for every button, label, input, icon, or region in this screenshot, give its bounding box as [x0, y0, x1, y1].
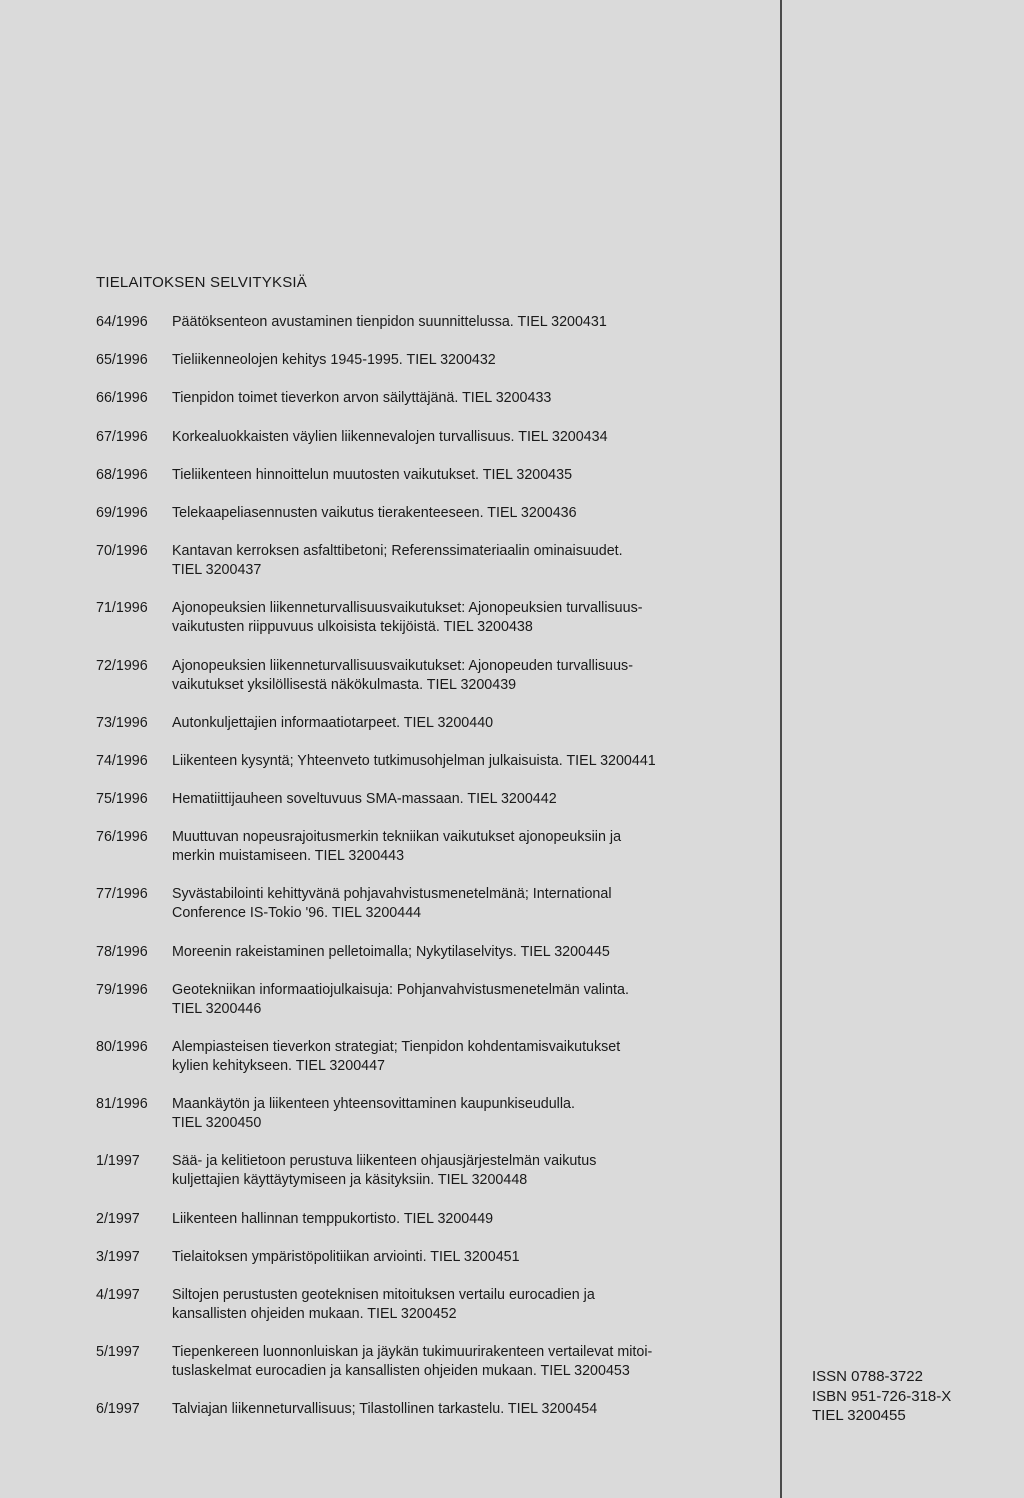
publication-number: 70/1996 — [96, 543, 148, 560]
publication-number: 1/1997 — [96, 1153, 140, 1170]
publication-title: Telekaapeliasennusten vaikutus tierakenteeseen. TIEL 3200436 — [172, 504, 577, 521]
publication-number: 74/1996 — [96, 752, 148, 769]
publication-number: 68/1996 — [96, 466, 148, 483]
publication-number: 5/1997 — [96, 1344, 140, 1361]
publication-number: 66/1996 — [96, 390, 148, 407]
publication-title: Autonkuljettajien informaatiotarpeet. TIEL 3200440 — [172, 714, 494, 731]
list-item — [96, 428, 736, 447]
publication-number: 75/1996 — [96, 791, 148, 808]
publication-title: Maankäytön ja liikenteen yhteensovittaminen kaupunkiseudulla. TIEL 3200450 — [172, 1096, 575, 1132]
publication-number: 6/1997 — [96, 1401, 140, 1418]
list-item — [96, 466, 736, 485]
publication-number: 4/1997 — [96, 1286, 140, 1303]
publication-number: 76/1996 — [96, 829, 148, 846]
publication-title: Talviajan liikenneturvallisuus; Tilastollinen tarkastelu. TIEL 3200454 — [172, 1401, 598, 1418]
list-item — [96, 542, 736, 580]
series-title: TIELAITOKSEN SELVITYKSIÄ — [96, 274, 307, 291]
issn-number: ISSN 0788-3722 — [812, 1368, 923, 1385]
publication-number: 67/1996 — [96, 428, 148, 445]
publication-number: 69/1996 — [96, 504, 148, 521]
publication-title: Liikenteen hallinnan temppukortisto. TIEL 3200449 — [172, 1210, 494, 1227]
list-item — [96, 1248, 736, 1267]
list-item — [96, 657, 736, 695]
publication-title: Kantavan kerroksen asfalttibetoni; Referenssimateriaalin ominaisuudet. TIEL 3200437 — [172, 543, 623, 579]
publication-title: Korkealuokkaisten väylien liikennevalojen turvallisuus. TIEL 3200434 — [172, 428, 608, 445]
list-item — [96, 1152, 736, 1190]
list-item — [96, 981, 736, 1019]
publication-title: Tiepenkereen luonnonluiskan ja jäykän tukimuurirakenteen vertailevat mitoi- tuslaskelmat eurocadien ja kansallisten ohjeiden mukaan. TIEL 3200453 — [172, 1344, 653, 1380]
publication-title: Päätöksenteon avustaminen tienpidon suunnittelussa. TIEL 3200431 — [172, 314, 607, 330]
publication-title: Tieliikenneolojen kehitys 1945-1995. TIEL 3200432 — [172, 352, 496, 369]
publication-title: Tielaitoksen ympäristöpolitiikan arviointi. TIEL 3200451 — [172, 1248, 520, 1265]
publication-title: Tieliikenteen hinnoittelun muutosten vaikutukset. TIEL 3200435 — [172, 466, 573, 483]
list-item — [96, 1286, 736, 1324]
publication-title: Sää- ja kelitietoon perustuva liikenteen ohjausjärjestelmän vaikutus kuljettajien käyttäytymiseen ja käsityksiin. TIEL 3200448 — [172, 1153, 597, 1189]
publication-title: Ajonopeuksien liikenneturvallisuusvaikutukset: Ajonopeuden turvallisuus- vaikutukset yksilöllisestä näkökulmasta. TIEL 3200439 — [172, 657, 633, 693]
isbn-number: ISBN 951-726-318-X — [812, 1387, 952, 1405]
list-item — [96, 790, 736, 809]
publication-list — [96, 313, 736, 1439]
publication-number: 2/1997 — [96, 1210, 140, 1227]
publication-number: 78/1996 — [96, 943, 148, 960]
list-item — [96, 1210, 736, 1229]
publication-number: 3/1997 — [96, 1248, 140, 1265]
publication-number: 71/1996 — [96, 600, 148, 617]
publication-title: Siltojen perustusten geoteknisen mitoituksen vertailu eurocadien ja kansallisten ohjeiden mukaan. TIEL 3200452 — [172, 1286, 595, 1322]
publication-number: 80/1996 — [96, 1039, 148, 1055]
list-item — [96, 313, 736, 332]
publication-title: Muuttuvan nopeusrajoitusmerkin tekniikan vaikutukset ajonopeuksiin ja merkin muistamiseen. TIEL 3200443 — [172, 829, 622, 865]
publication-title: Syvästabilointi kehittyvänä pohjavahvistusmenetelmänä; International Conference IS-Tokio '96. TIEL 3200444 — [172, 886, 612, 922]
publication-title: Liikenteen kysyntä; Yhteenveto tutkimusohjelman julkaisuista. TIEL 3200441 — [172, 752, 656, 769]
list-item — [96, 504, 736, 523]
identifier-block — [812, 1367, 951, 1426]
list-item — [96, 599, 736, 637]
publication-number: 64/1996 — [96, 314, 148, 330]
publication-title: Alempiasteisen tieverkon strategiat; Tienpidon kohdentamisvaikutukset kylien kehitykseen. TIEL 3200447 — [172, 1039, 621, 1074]
publication-title: Ajonopeuksien liikenneturvallisuusvaikutukset: Ajonopeuksien turvallisuus- vaikutusten riippuvuus ulkoisista tekijöistä. TIEL 3200438 — [172, 600, 643, 636]
list-item — [96, 752, 736, 771]
list-item — [96, 1343, 736, 1381]
list-item — [96, 828, 736, 866]
publication-number: 77/1996 — [96, 886, 148, 903]
list-item — [96, 714, 736, 733]
list-item — [96, 1095, 736, 1133]
list-item — [96, 1038, 736, 1076]
list-item — [96, 351, 736, 370]
list-item — [96, 885, 736, 923]
publication-title: Geotekniikan informaatiojulkaisuja: Pohjanvahvistusmenetelmän valinta. TIEL 3200446 — [172, 981, 629, 1017]
publication-number: 79/1996 — [96, 981, 148, 998]
publication-number: 81/1996 — [96, 1096, 148, 1113]
vertical-divider-line — [780, 0, 782, 1498]
list-item — [96, 943, 736, 962]
publication-title: Hematiittijauheen soveltuvuus SMA-massaan. TIEL 3200442 — [172, 791, 557, 808]
publication-number: 72/1996 — [96, 657, 148, 674]
publication-title: Tienpidon toimet tieverkon arvon säilyttäjänä. TIEL 3200433 — [172, 390, 552, 407]
publication-number: 65/1996 — [96, 352, 148, 369]
publication-title: Moreenin rakeistaminen pelletoimalla; Nykytilaselvitys. TIEL 3200445 — [172, 943, 610, 960]
publication-number: 73/1996 — [96, 714, 148, 731]
list-item — [96, 389, 736, 408]
list-item — [96, 1400, 736, 1419]
tiel-number: TIEL 3200455 — [812, 1407, 906, 1424]
